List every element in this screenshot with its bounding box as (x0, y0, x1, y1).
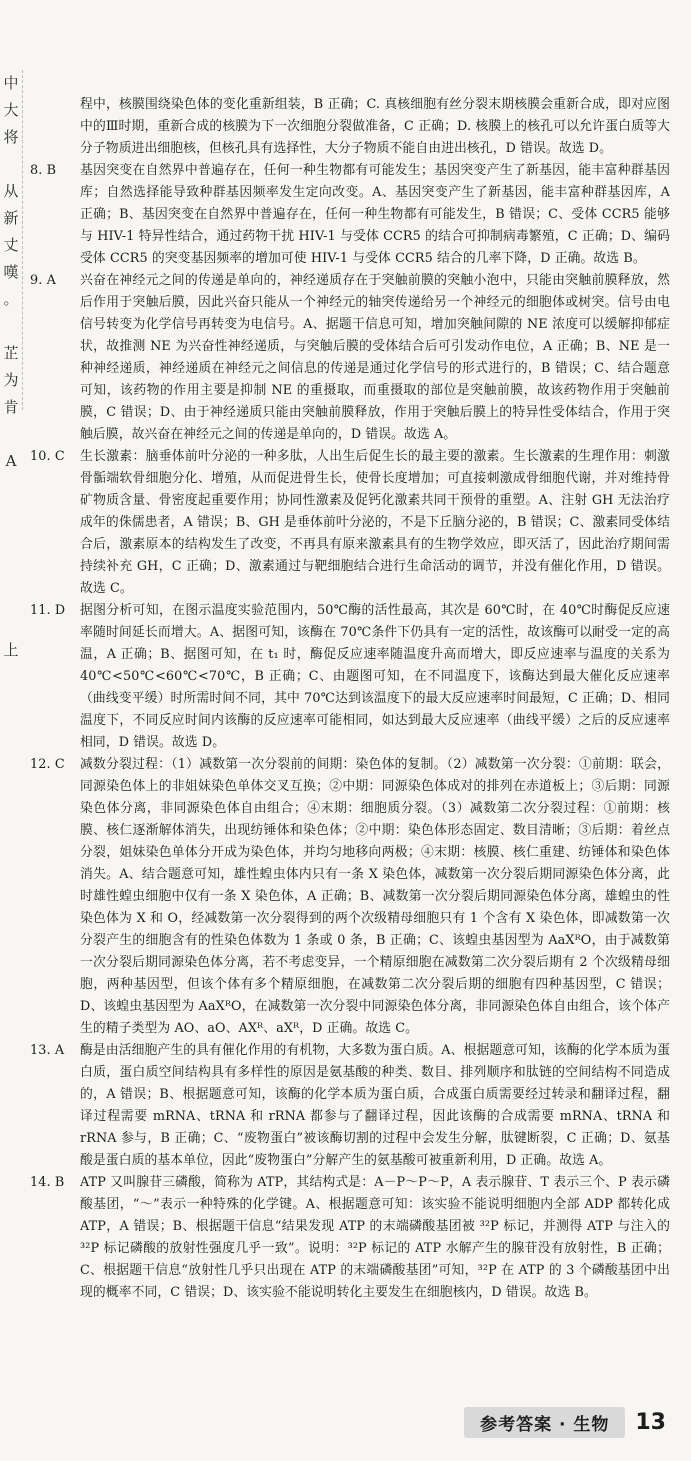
answer-item (30, 270, 670, 446)
continuation-paragraph: 程中，核膜围绕染色体的变化重新组装，B 正确；C. 真核细胞有丝分裂末期核膜会重新合成，即对应图中的Ⅲ时期，重新合成的核膜为下一次细胞分裂做准备，C 正确；D. 核膜上的核孔可以允许蛋白质等大分子物质进出细胞核，但核孔具有选择性，大分子物质不能自由进出核孔，D 错误。故选 D。 (80, 97, 670, 156)
answer-item (30, 160, 670, 270)
answer-item (30, 754, 670, 1040)
page-number: 13 (635, 1409, 666, 1435)
answer-number: 9. A (30, 273, 56, 288)
margin-char (0, 475, 22, 502)
margin-char: 将 (3, 128, 19, 146)
answer-text: 酶是由活细胞产生的具有催化作用的有机物，大多数为蛋白质。A、根据题意可知，该酶的化学本质为蛋白质，蛋白质空间结构具有多样性的原因是氨基酸的种类、数目、排列顺序和肽链的空间结构不同造成的，A 错误；B、根据题意可知，该酶的化学本质为蛋白质，合成蛋白质需要经过转录和翻译过程，翻译过程需要 mRNA、tRNA 和 rRNA 都参与了翻译过程，因此该酶的合成需要 mRNA、tRNA 和 rRNA 参与，B 正确；C、“废物蛋白”被该酶切割的过程中会发生分解，肽键断裂，C 正确；D、氨基酸是蛋白质的基本单位，因此“废物蛋白”分解产生的氨基酸可被重新利用，D 正确。故选 A。 (80, 1043, 670, 1168)
margin-char (0, 664, 22, 691)
margin-char: 中 (3, 74, 19, 92)
answer-number: 12. C (30, 757, 65, 772)
answer-number: 13. A (30, 1043, 65, 1058)
answer-item (30, 1172, 670, 1304)
left-margin-column (0, 70, 23, 659)
margin-char (0, 556, 22, 583)
answer-item (30, 446, 670, 600)
margin-char (0, 421, 22, 448)
margin-char (0, 691, 22, 718)
margin-char: 为 (3, 371, 19, 389)
answer-number: 11. D (30, 603, 66, 618)
margin-char (0, 610, 22, 637)
margin-char: A (5, 452, 17, 470)
answer-text: 生长激素：脑垂体前叶分泌的一种多肽，人出生后促生长的最主要的激素。生长激素的生理作用：刺激骨骺端软骨细胞分化、增殖，从而促进骨生长，使骨长度增加；可直接刺激成骨细胞代谢，并对维持骨矿物质含量、骨密度起重要作用；协同性激素及促钙化激素共同干预骨的重塑。A、注射 GH 无法治疗成年的侏儒患者，A 错误；B、GH 是垂体前叶分泌的，不是下丘脑分泌的，B 错误；C、激素同受体结合后，激素原本的结构发生了改变，不再具有原来激素具有的生物学效应，即灭活了，因此治疗期间需持续补充 GH，C 正确；D、激素通过与靶细胞结合进行生命活动的调节，并没有催化作用，D 错误。故选 C。 (80, 449, 670, 596)
answer-number: 8. B (30, 163, 57, 178)
margin-char: 肯 (3, 398, 19, 416)
margin-char: 从 (3, 182, 19, 200)
margin-char (0, 583, 22, 610)
answer-content (30, 94, 670, 1304)
answer-text: 减数分裂过程：（1）减数第一次分裂前的间期：染色体的复制。（2）减数第一次分裂：①前期：联会，同源染色体上的非姐妹染色单体交叉互换；②中期：同源染色体成对的排列在赤道板上；③后期：同源染色体分离，非同源染色体自由组合；④末期：细胞质分裂。（3）减数第二次分裂过程：①前期：核膜、核仁逐渐解体消失，出现纺锤体和染色体；②中期：染色体形态固定、数目清晰；③后期：着丝点分裂，姐妹染色单体分开成为染色体，并均匀地移向两极；④末期：核膜、核仁重建、纺锤体和染色体消失。A、结合题意可知，雄性蝗虫体内只有一条 X 染色体，减数第一次分裂后期同源染色体分离，此时雄性蝗虫细胞中仅有一条 X 染色体，A 正确；B、减数第一次分裂后期同源染色体分离，雄蝗虫的性染色体为 X 和 O，经减数第一次分裂得到的两个次级精母细胞只有 1 个含有 X 染色体，即减数第一次分裂产生的细胞含有的性染色体数为 1 条或 0 条，B 正确；C、该蝗虫基因型为 AaXᴿO，由于减数第一次分裂后期同源染色体分离，若不考虑变异，一个精原细胞在减数第二次分裂后期有 2 个次级精母细胞，两种基因型，但该个体有多个精原细胞，在减数第二次分裂后期的细胞有四种基因型，C 错误；D、该蝗虫基因型为 AaXᴿO，在减数第一次分裂中同源染色体分离，非同源染色体自由组合，该个体产生的精子类型为 AO、aO、AXᴿ、aXᴿ，D 正确。故选 C。 (80, 757, 670, 1036)
margin-char (0, 151, 22, 178)
margin-char: 大 (3, 101, 19, 119)
answer-text: 据图分析可知，在图示温度实验范围内，50℃酶的活性最高，其次是 60℃时，在 40℃时酶促反应速率随时间延长而增大。A、据图可知，该酶在 70℃条件下仍具有一定的活性，故该酶可以耐受一定的高温，A 正确；B、据图可知，在 t₁ 时，酶促反应速率随温度升高而增大，即反应速率与温度的关系为 40℃<50℃<60℃<70℃，B 正确；C、由题图可知，在不同温度下，该酶达到最大催化反应速率（曲线变平缓）时所需时间不同，其中 70℃达到该温度下的最大反应速率时间最短，C 正确；D、相同温度下，不同反应时间内该酶的反应速率可能相同，如达到最大反应速率（曲线平缓）之后的反应速率相同，D 错误。故选 D。 (80, 603, 670, 750)
answer-item (30, 600, 670, 754)
margin-char: 。 (3, 290, 19, 308)
margin-char: 芷 (3, 344, 19, 362)
margin-char (0, 502, 22, 529)
footer-label: 参考答案 · 生物 (464, 1407, 625, 1438)
margin-char: 新 (3, 209, 19, 227)
margin-char: 嘆 (3, 263, 19, 281)
margin-char: 丈 (3, 236, 19, 254)
page-footer (396, 1405, 666, 1439)
answer-number: 14. B (30, 1175, 65, 1190)
answer-number: 10. C (30, 449, 65, 464)
answer-text: 基因突变在自然界中普遍存在，任何一种生物都有可能发生；基因突变产生了新基因，能丰富种群基因库；自然选择能导致种群基因频率发生定向改变。A、基因突变产生了新基因，能丰富种群基因库，A 正确；B、基因突变在自然界中普遍存在，任何一种生物都有可能发生，B 错误；C、受体 CCR5 能够与 HIV-1 特异性结合，通过药物干扰 HIV-1 与受体 CCR5 的结合可抑制病毒繁殖，C 正确；D、编码受体 CCR5 的突变基因频率的增加可使 HIV-1 与受体 CCR5 结合的几率下降，D 正确。故选 B。 (80, 163, 670, 266)
margin-char (0, 313, 22, 340)
answer-list (30, 160, 670, 1304)
margin-char (0, 529, 22, 556)
answer-text: ATP 又叫腺苷三磷酸，简称为 ATP，其结构式是：A－P～P～P，A 表示腺苷、T 表示三个、P 表示磷酸基团，“～”表示一种特殊的化学键。A、根据题意可知：该实验不能说明细胞内全部 ADP 都转化成 ATP，A 错误；B、根据题干信息“结果发现 ATP 的末端磷酸基团被 ³²P 标记，并测得 ATP 与注入的 ³²P 标记磷酸的放射性强度几乎一致”。说明：³²P 标记的 ATP 水解产生的腺苷没有放射性，B 正确；C、根据题干信息“放射性几乎只出现在 ATP 的末端磷酸基团”可知，³²P 在 ATP 的 3 个磷酸基团中出现的概率不同，C 错误；D、该实验不能说明转化主要发生在细胞核内，D 错误。故选 B。 (80, 1175, 670, 1300)
answer-text: 兴奋在神经元之间的传递是单向的，神经递质存在于突触前膜的突触小泡中，只能由突触前膜释放，然后作用于突触后膜，因此兴奋只能从一个神经元的轴突传递给另一个神经元的细胞体或树突。信号由电信号转变为化学信号再转变为电信号。A、据题干信息可知，增加突触间隙的 NE 浓度可以缓解抑郁症状，故推测 NE 为兴奋性神经递质，与突触后膜的受体结合后可引发动作电位，A 正确；B、NE 是一种神经递质，神经递质在神经元之间信息的传递是通过化学信号的形式进行的，B 错误；C、结合题意可知，该药物的作用主要是抑制 NE 的重摄取，而重摄取的部位是突触前膜，故该药物作用于突触前膜，C 错误；D、由于神经递质只能由突触前膜释放，作用于突触后膜上的特异性受体结合，作用于突触后膜，故兴奋在神经元之间的传递是单向的，D 错误。故选 A。 (80, 273, 670, 442)
answer-item (30, 1040, 670, 1172)
margin-char: 上 (3, 641, 19, 659)
